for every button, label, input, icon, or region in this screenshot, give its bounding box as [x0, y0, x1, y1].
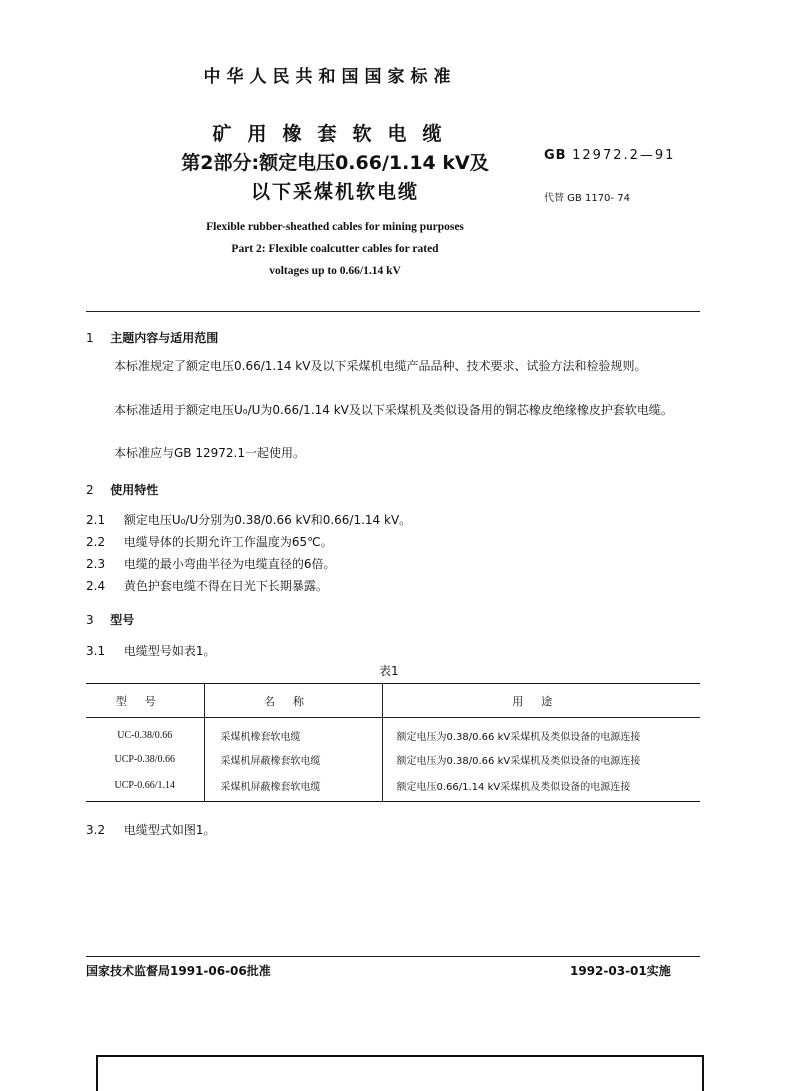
item-number: 2.1: [86, 513, 106, 527]
section1-title: 主题内容与适用范围: [110, 331, 219, 345]
section1-paragraph2: 本标准适用于额定电压U₀/U为0.66/1.14 kV及以下采煤机及类似设备用的铜芯橡皮绝缘橡皮护套软电缆。: [114, 403, 673, 417]
cell-usage: 额定电压为0.38/0.66 kV采煤机及类似设备的电源连接: [382, 718, 700, 746]
cell-name: 采煤机屏蔽橡套软电缆: [204, 774, 382, 802]
title-zh-line3: 以下采煤机软电缆: [250, 181, 419, 203]
header-divider: [86, 311, 700, 312]
item-number: 3.2: [86, 823, 106, 837]
item-number: 3.1: [86, 644, 106, 658]
table-row: [86, 774, 700, 802]
item-text: 电缆型式如图1。: [123, 823, 216, 837]
approval-date: 国家技术监督局1991-06-06批准: [86, 964, 271, 978]
title-en-line3: voltages up to 0.66/1.14 kV: [269, 265, 401, 277]
footer-divider: [86, 956, 700, 957]
cell-model: UC-0.38/0.66: [117, 730, 173, 742]
title-zh-line1: 矿用橡套软电缆: [212, 123, 458, 145]
section1-paragraph3: 本标准应与GB 12972.1一起使用。: [114, 446, 305, 460]
cell-usage: 额定电压为0.38/0.66 kV采煤机及类似设备的电源连接: [382, 746, 700, 774]
title-zh-line2: 第2部分:额定电压0.66/1.14 kV及: [181, 152, 489, 174]
section3-title: 型号: [110, 613, 135, 627]
section2-item: [86, 555, 335, 572]
item-text: 额定电压U₀/U分别为0.38/0.66 kV和0.66/1.14 kV。: [123, 513, 412, 527]
item-text: 电缆导体的长期允许工作温度为65℃。: [123, 535, 333, 549]
cell-name: 采煤机橡套软电缆: [204, 718, 382, 746]
section1-number: 1: [86, 331, 94, 345]
title-en-line2: Part 2: Flexible coalcutter cables for rated: [231, 243, 439, 255]
section2-title: 使用特性: [110, 483, 159, 497]
header-model: 型号: [115, 694, 174, 708]
item-text: 黄色护套电缆不得在日光下长期暴露。: [123, 579, 328, 593]
national-standard-header: 中华人民共和国国家标准: [203, 67, 457, 87]
cell-usage: 额定电压0.66/1.14 kV采煤机及类似设备的电源连接: [382, 774, 700, 802]
section2-item: [86, 511, 411, 528]
section3-item1: [86, 642, 215, 659]
gb-prefix: GB: [544, 148, 567, 163]
table-header-row: [86, 684, 700, 718]
cell-model: UCP-0.66/1.14: [114, 779, 176, 791]
cell-model: UCP-0.38/0.66: [114, 754, 176, 765]
header-usage: 用途: [382, 684, 700, 718]
section2-item: [86, 533, 333, 550]
gb-number: 12972.2—91: [572, 148, 676, 163]
standard-code: [544, 148, 675, 163]
next-page-frame: [96, 1055, 704, 1091]
table-row: [86, 718, 700, 746]
section2-heading: [86, 481, 158, 498]
section3-heading: [86, 611, 134, 628]
cable-type-table: [86, 683, 700, 802]
replaces-standard: 代替 GB 1170- 74: [544, 193, 630, 204]
section2-item: [86, 577, 328, 594]
section3-number: 3: [86, 613, 94, 627]
section2-number: 2: [86, 483, 94, 497]
section1-heading: [86, 329, 218, 346]
table-row: [86, 746, 700, 774]
header-name: 名称: [204, 684, 382, 718]
section3-item2: [86, 821, 215, 838]
item-number: 2.3: [86, 557, 106, 571]
item-number: 2.4: [86, 579, 106, 593]
item-number: 2.2: [86, 535, 106, 549]
item-text: 电缆的最小弯曲半径为电缆直径的6倍。: [123, 557, 336, 571]
effective-date: 1992-03-01实施: [570, 964, 671, 978]
item-text: 电缆型号如表1。: [123, 644, 216, 658]
section1-paragraph1: 本标准规定了额定电压0.66/1.14 kV及以下采煤机电缆产品品种、技术要求、试验方法和检验规则。: [114, 359, 647, 373]
title-en-line1: Flexible rubber-sheathed cables for mining purposes: [206, 221, 464, 233]
table1-caption: 表1: [379, 664, 399, 678]
cell-name: 采煤机屏蔽橡套软电缆: [204, 746, 382, 774]
